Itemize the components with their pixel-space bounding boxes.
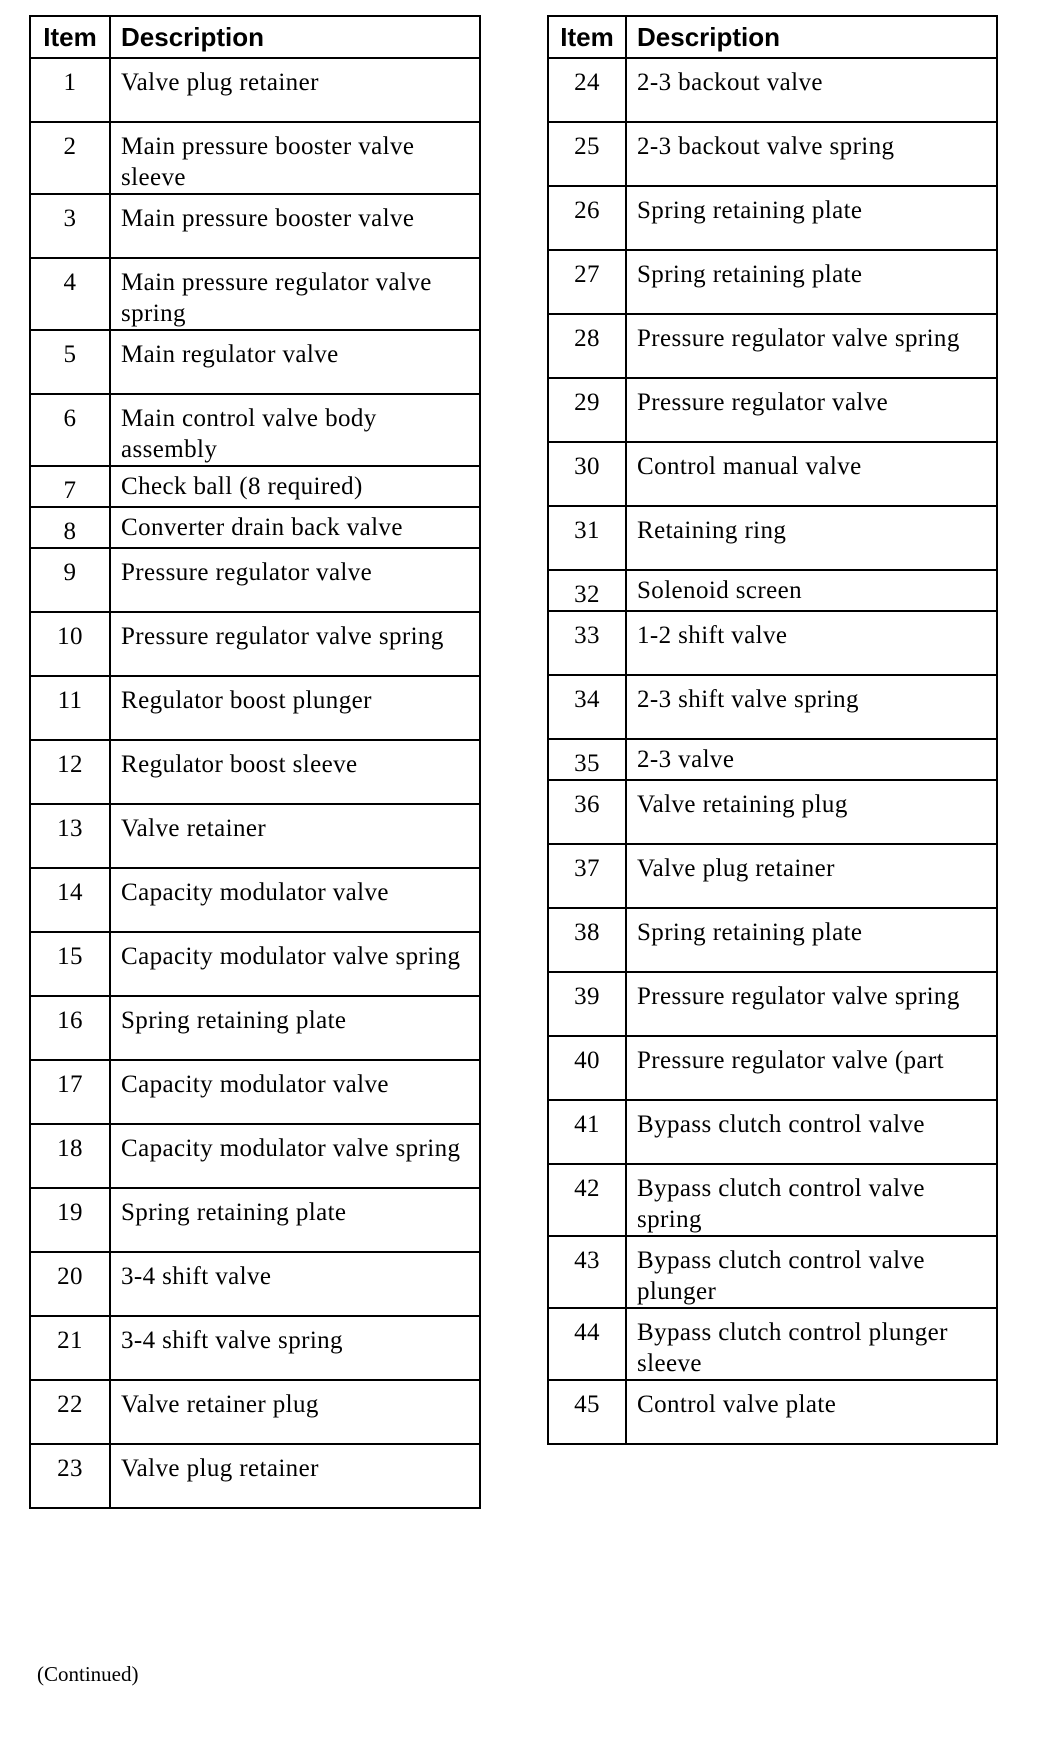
item-description: Valve retainer plug <box>110 1380 480 1444</box>
parts-table-left <box>29 15 481 1509</box>
item-number: 24 <box>548 58 626 122</box>
table-row <box>30 194 480 258</box>
item-number: 11 <box>30 676 110 740</box>
item-number: 9 <box>30 548 110 612</box>
item-description: Valve retainer <box>110 804 480 868</box>
item-description: Capacity modulator valve spring <box>110 1124 480 1188</box>
table-row <box>30 58 480 122</box>
item-number: 1 <box>30 58 110 122</box>
description-column-header: Description <box>110 16 480 58</box>
table-row <box>30 932 480 996</box>
item-number: 2 <box>30 122 110 194</box>
item-description: Spring retaining plate <box>110 996 480 1060</box>
item-description: 3-4 shift valve <box>110 1252 480 1316</box>
item-number: 17 <box>30 1060 110 1124</box>
table-row <box>548 1164 997 1236</box>
item-number: 23 <box>30 1444 110 1508</box>
table-row <box>30 1380 480 1444</box>
table-row <box>548 314 997 378</box>
item-description: Pressure regulator valve <box>110 548 480 612</box>
table-row <box>548 1380 997 1444</box>
item-number: 38 <box>548 908 626 972</box>
item-description: Valve plug retainer <box>110 58 480 122</box>
item-description: 2-3 backout valve <box>626 58 997 122</box>
item-number: 40 <box>548 1036 626 1100</box>
table-row <box>30 330 480 394</box>
item-description: Valve retaining plug <box>626 780 997 844</box>
item-column-header: Item <box>548 16 626 58</box>
table-row <box>30 548 480 612</box>
item-description: Pressure regulator valve spring <box>626 972 997 1036</box>
item-description: Spring retaining plate <box>110 1188 480 1252</box>
table-row <box>548 1236 997 1308</box>
table-row <box>30 394 480 466</box>
item-number: 19 <box>30 1188 110 1252</box>
item-number: 44 <box>548 1308 626 1380</box>
table-row <box>30 740 480 804</box>
item-description: Retaining ring <box>626 506 997 570</box>
table-row <box>30 1316 480 1380</box>
item-number: 36 <box>548 780 626 844</box>
parts-table-right <box>547 15 998 1445</box>
item-number: 4 <box>30 258 110 330</box>
table-row <box>30 1188 480 1252</box>
item-number: 3 <box>30 194 110 258</box>
item-description: 2-3 backout valve spring <box>626 122 997 186</box>
item-description: Bypass clutch control plunger sleeve <box>626 1308 997 1380</box>
item-number: 15 <box>30 932 110 996</box>
item-description: 1-2 shift valve <box>626 611 997 675</box>
table-row <box>548 442 997 506</box>
item-description: Spring retaining plate <box>626 908 997 972</box>
table-row <box>30 1060 480 1124</box>
item-number: 41 <box>548 1100 626 1164</box>
item-description: Capacity modulator valve <box>110 1060 480 1124</box>
item-description: Regulator boost plunger <box>110 676 480 740</box>
item-description: Capacity modulator valve spring <box>110 932 480 996</box>
table-row <box>548 1308 997 1380</box>
table-row <box>548 739 997 780</box>
item-description: Main control valve body assembly <box>110 394 480 466</box>
item-number: 33 <box>548 611 626 675</box>
table-row <box>30 996 480 1060</box>
table-row <box>30 258 480 330</box>
table-row <box>548 972 997 1036</box>
table-row <box>548 58 997 122</box>
item-description: Main pressure booster valve <box>110 194 480 258</box>
table-row <box>30 507 480 548</box>
item-description: Pressure regulator valve spring <box>110 612 480 676</box>
item-description: Bypass clutch control valve spring <box>626 1164 997 1236</box>
item-description: 3-4 shift valve spring <box>110 1316 480 1380</box>
item-description: Pressure regulator valve <box>626 378 997 442</box>
item-number: 26 <box>548 186 626 250</box>
table-row <box>548 1036 997 1100</box>
table-row <box>548 570 997 611</box>
table-row <box>548 506 997 570</box>
table-row <box>548 186 997 250</box>
table-row <box>30 676 480 740</box>
item-number: 32 <box>548 570 626 611</box>
item-description: Check ball (8 required) <box>110 466 480 507</box>
item-description: Valve plug retainer <box>110 1444 480 1508</box>
item-description: Spring retaining plate <box>626 250 997 314</box>
table-row <box>30 612 480 676</box>
item-description: Control manual valve <box>626 442 997 506</box>
table-row <box>548 1100 997 1164</box>
item-description: Pressure regulator valve (part <box>626 1036 997 1100</box>
item-description: Bypass clutch control valve plunger <box>626 1236 997 1308</box>
item-number: 45 <box>548 1380 626 1444</box>
table-row <box>548 122 997 186</box>
table-row <box>30 466 480 507</box>
item-number: 35 <box>548 739 626 780</box>
table-row <box>548 378 997 442</box>
item-number: 29 <box>548 378 626 442</box>
item-description: Main pressure regulator valve spring <box>110 258 480 330</box>
item-description: Spring retaining plate <box>626 186 997 250</box>
item-number: 10 <box>30 612 110 676</box>
item-description: Valve plug retainer <box>626 844 997 908</box>
item-number: 14 <box>30 868 110 932</box>
table-row <box>548 611 997 675</box>
table-row <box>548 780 997 844</box>
item-description: Pressure regulator valve spring <box>626 314 997 378</box>
item-number: 28 <box>548 314 626 378</box>
item-description: Solenoid screen <box>626 570 997 611</box>
item-number: 43 <box>548 1236 626 1308</box>
item-number: 12 <box>30 740 110 804</box>
item-description: 2-3 valve <box>626 739 997 780</box>
continued-note: (Continued) <box>37 1662 139 1686</box>
table-row <box>30 122 480 194</box>
item-number: 42 <box>548 1164 626 1236</box>
item-description: 2-3 shift valve spring <box>626 675 997 739</box>
item-description: Bypass clutch control valve <box>626 1100 997 1164</box>
item-number: 16 <box>30 996 110 1060</box>
item-number: 31 <box>548 506 626 570</box>
item-number: 6 <box>30 394 110 466</box>
item-description: Converter drain back valve <box>110 507 480 548</box>
item-description: Regulator boost sleeve <box>110 740 480 804</box>
description-column-header: Description <box>626 16 997 58</box>
item-number: 25 <box>548 122 626 186</box>
item-number: 37 <box>548 844 626 908</box>
item-number: 20 <box>30 1252 110 1316</box>
table-row <box>548 250 997 314</box>
item-description: Main pressure booster valve sleeve <box>110 122 480 194</box>
item-number: 27 <box>548 250 626 314</box>
item-number: 13 <box>30 804 110 868</box>
item-column-header: Item <box>30 16 110 58</box>
table-row <box>30 1252 480 1316</box>
item-number: 22 <box>30 1380 110 1444</box>
item-number: 21 <box>30 1316 110 1380</box>
item-description: Capacity modulator valve <box>110 868 480 932</box>
item-number: 34 <box>548 675 626 739</box>
item-number: 30 <box>548 442 626 506</box>
header-row <box>548 16 997 58</box>
item-number: 18 <box>30 1124 110 1188</box>
item-number: 8 <box>30 507 110 548</box>
header-row <box>30 16 480 58</box>
item-description: Main regulator valve <box>110 330 480 394</box>
item-description: Control valve plate <box>626 1380 997 1444</box>
table-row <box>548 844 997 908</box>
table-row <box>548 908 997 972</box>
item-number: 5 <box>30 330 110 394</box>
table-row <box>30 868 480 932</box>
item-number: 39 <box>548 972 626 1036</box>
table-row <box>548 675 997 739</box>
table-row <box>30 804 480 868</box>
table-row <box>30 1124 480 1188</box>
item-number: 7 <box>30 466 110 507</box>
table-row <box>30 1444 480 1508</box>
